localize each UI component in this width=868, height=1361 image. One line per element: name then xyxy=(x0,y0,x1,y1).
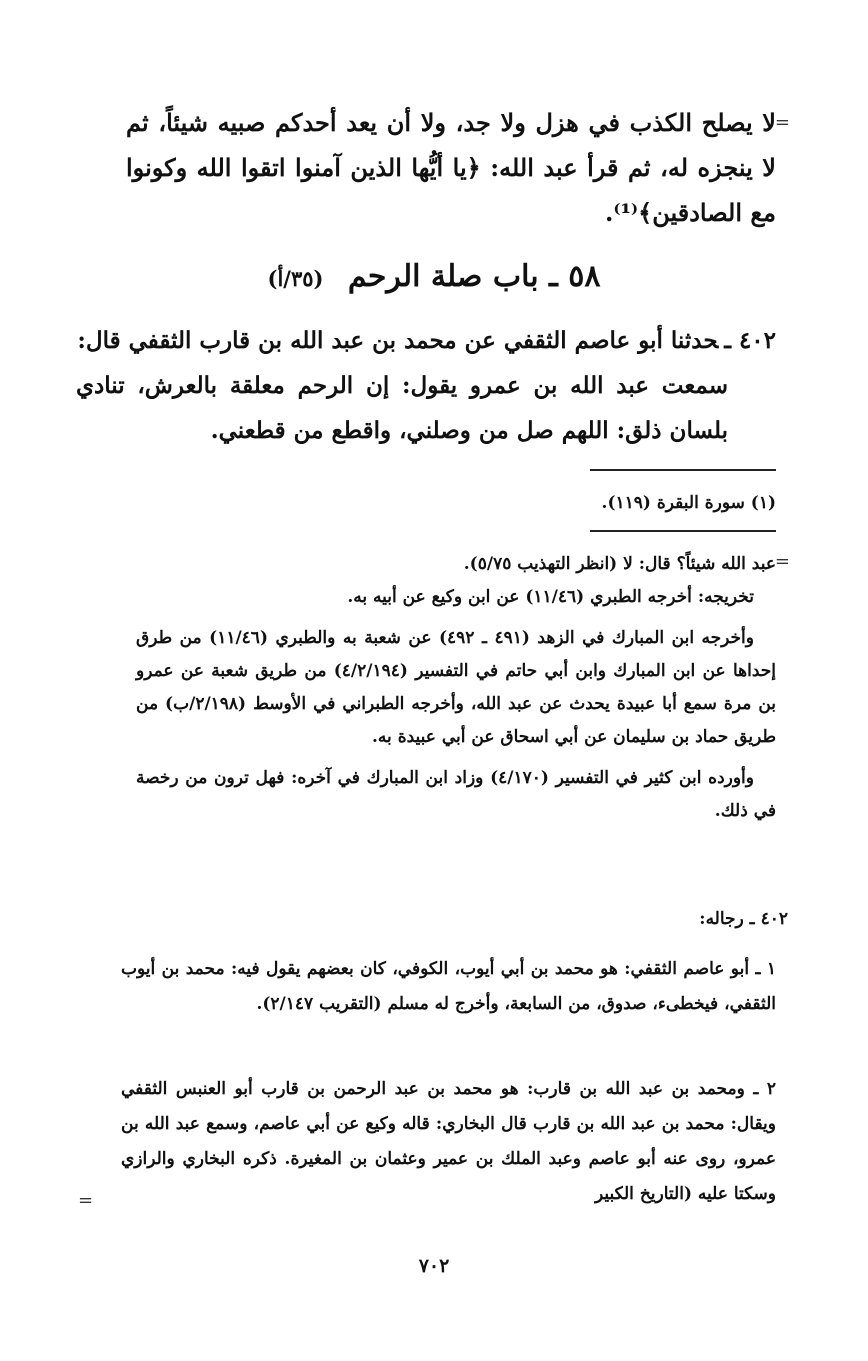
footnote-1: (١) سورة البقرة (١١٩). xyxy=(601,493,776,513)
commentary-divider xyxy=(590,530,776,532)
chapter-manuscript-ref: (٣٥/أ) xyxy=(267,266,324,291)
ibn-kathir-paragraph: وأورده ابن كثير في التفسير (٤/١٧٠) وزاد ابن المبارك في آخره: فهل ترون من رخصة في ذلك. xyxy=(136,768,776,821)
takhrij-label: تخريجه: xyxy=(697,587,754,607)
page-number: ٧٠٢ xyxy=(418,1255,450,1277)
rijal-heading: ٤٠٢ ـ رجاله: xyxy=(699,909,788,929)
continuation-marker-bottom: = xyxy=(78,1190,94,1211)
takhrij-text: أخرجه الطبري (١١/٤٦) عن ابن وكيع عن أبيه به. xyxy=(347,587,698,607)
takhrij-paragraph xyxy=(136,581,776,614)
hadith-number: ٤٠٢ ـ xyxy=(724,327,776,354)
narrator-1: ١ ـ أبو عاصم الثقفي: هو محمد بن أبي أيوب، الكوفي، كان بعضهم يقول فيه: محمد بن أيوب الثقفي، فيخطىء، صدوق، من السابعة، وأخرج له مسلم (التقريب ٢/١٤٧). xyxy=(121,959,776,1014)
chapter-heading xyxy=(0,252,868,304)
takhrij-sources-paragraph: وأخرجه ابن المبارك في الزهد (٤٩١ ـ ٤٩٢) عن شعبة به والطبري (١١/٤٦) من طرق إحداها عن ابن المبارك وابن أبي حاتم في التفسير (٤/٢/١٩٤) من طريق شعبة عن عمرو بن مرة سمع أبا عبيدة يحدث عن عبد الله، وأخرجه الطبراني في الأوسط (٢/١٩٨/ب) من طريق حماد بن سليمان عن أبي اسحاق عن أبي عبيدة به. xyxy=(136,628,776,747)
hadith-text: سمعت عبد الله بن عمرو يقول: إن الرحم معلقة بالعرش، تنادي بلسان ذلق: اللهم صل من وصلني، واقطع من قطعني. xyxy=(76,372,728,444)
commentary-block xyxy=(136,548,776,828)
continuation-marker-middle: = xyxy=(774,551,790,572)
hadith-first-line: حدثنا أبو عاصم الثقفي عن محمد بن عبد الله بن قارب الثقفي قال: xyxy=(77,327,719,354)
commentary-continuation: عبد الله شيئاً؟ قال: لا (انظر التهذيب ٥/٧٥). xyxy=(463,554,776,574)
narrator-2: ٢ ـ ومحمد بن عبد الله بن قارب: هو محمد بن عبد الرحمن بن قارب أبو العنبس الثقفي ويقال: محمد بن عبد الله بن قارب قال البخاري: قاله وكيع عن أبي عاصم، وسمع عبد الله بن عمرو، روى عنه أبو عاصم وعبد الملك بن عمير وعثمان بن المغيرة. ذكره البخاري والرازي وسكتا عليه (التاريخ الكبير xyxy=(121,1079,776,1204)
continuation-marker-top: = xyxy=(774,112,790,133)
hadith-402 xyxy=(76,318,776,453)
chapter-title: ٥٨ ـ باب صلة الرحم xyxy=(347,259,601,294)
footnote-divider xyxy=(590,469,776,471)
continued-text-paragraph: لا يصلح الكذب في هزل ولا جد، ولا أن يعد أحدكم صبيه شيئاً، ثم لا ينجزه له، ثم قرأ عبد الله: ﴿يا أيُّها الذين آمنوا اتقوا الله وكونوا مع الصادقين﴾⁽¹⁾. xyxy=(126,108,776,227)
